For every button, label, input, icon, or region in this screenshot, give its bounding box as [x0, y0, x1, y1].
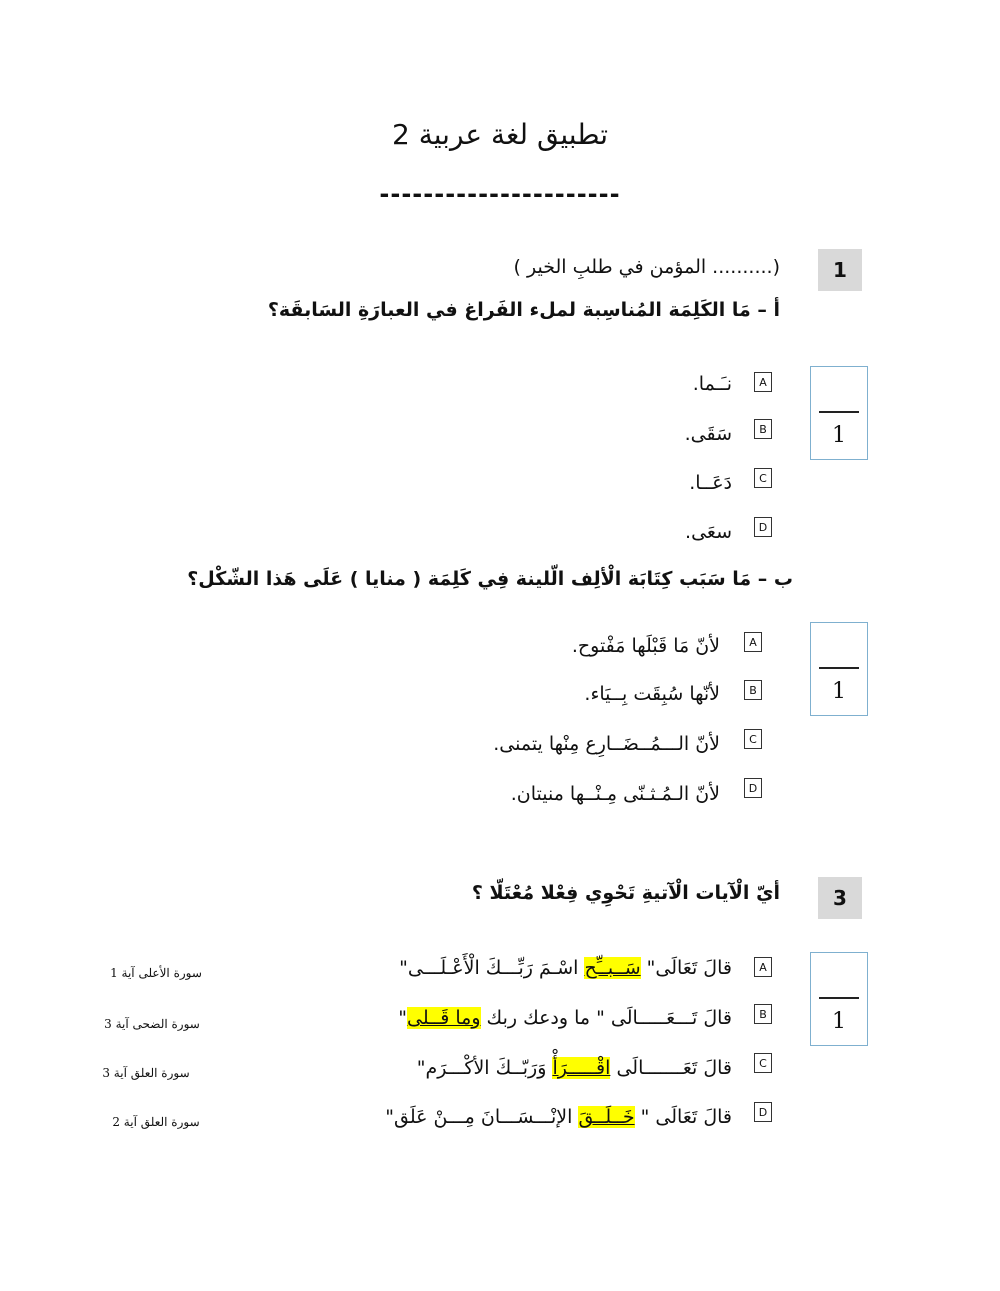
- option-c-box[interactable]: C: [744, 729, 762, 749]
- score-line: [819, 997, 859, 999]
- score-box-3: [810, 952, 868, 1046]
- verse-reference: سورة العلق آية 3: [102, 1066, 190, 1080]
- score-value: 1: [832, 1009, 846, 1034]
- highlighted-verb: سَــبــِّح: [584, 957, 641, 979]
- verse-reference: سورة العلق آية 2: [112, 1115, 200, 1129]
- option-d-box[interactable]: D: [754, 1102, 772, 1122]
- question-1-stem: (.......... المؤمن في طلبِ الخير ): [513, 256, 780, 278]
- option-c-text: لأنّ الـــمُــضَــارِع مِنْها يتمنى.: [493, 733, 720, 755]
- question-3-text: أيّ الْآيات الْآتيةِ تَحْوِي فِعْلا مُعْتَلّا ؟: [471, 882, 780, 904]
- question-1a-text: أ – مَا الكَلِمَة المُناسِبة لملء الفَراغ في العبارَةِ السَابقَة؟: [267, 299, 780, 321]
- option-d-text: سعَى.: [685, 521, 732, 543]
- highlighted-verb: اقْـــــرَأْ: [552, 1057, 611, 1079]
- page-title: تطبيق لغة عربية 2: [391, 118, 608, 151]
- title-separator: ----------------------: [379, 180, 621, 208]
- highlighted-verb: خَــلَــقَ: [578, 1106, 635, 1128]
- question-1b-text: ب – مَا سَبَب كِتَابَة الْألِف الّلينة فِي كَلِمَة ( منايا ) عَلَى هَذا الشّكْل؟: [187, 568, 793, 590]
- option-d-box[interactable]: D: [744, 778, 762, 798]
- question-number-3: 3: [818, 877, 862, 919]
- option-c-text: قالَ تَعَـــــــالَى اقْـــــرَأْ وَرَبّــكَ الأكْـــرَم": [416, 1057, 732, 1079]
- option-a-box[interactable]: A: [744, 632, 762, 652]
- option-a-text: نـَـما.: [692, 373, 732, 395]
- option-b-text: لأنّها سُبِقَت بِــيَاء.: [584, 683, 720, 705]
- option-b-box[interactable]: B: [744, 680, 762, 700]
- option-b-box[interactable]: B: [754, 1004, 772, 1024]
- verse-reference: سورة الضحى آية 3: [104, 1017, 200, 1031]
- option-c-box[interactable]: C: [754, 468, 772, 488]
- option-c-text: دَعَــا.: [689, 472, 732, 494]
- score-box-1b: [810, 622, 868, 716]
- option-b-text: قالَ تَـــعَـــــالَى " ما ودعك ربك وما قَــلى": [398, 1007, 732, 1029]
- score-value: 1: [832, 423, 846, 448]
- score-box-1a: [810, 366, 868, 460]
- option-b-text: سَقَى.: [684, 423, 732, 445]
- option-d-box[interactable]: D: [754, 517, 772, 537]
- score-line: [819, 667, 859, 669]
- option-b-box[interactable]: B: [754, 419, 772, 439]
- option-a-box[interactable]: A: [754, 957, 772, 977]
- option-a-text: قالَ تَعَالَى" سَــبــِّح اسْـمَ رَبِّـــكَ الْأَعْـلَـــى": [399, 957, 732, 979]
- question-number-1: 1: [818, 249, 862, 291]
- option-d-text: قالَ تَعَالَى " خَــلَــقَ الإنْـــسَـــانَ مِـــنْ عَلَق": [385, 1106, 732, 1128]
- verse-reference: سورة الأعلى آية 1: [110, 966, 202, 980]
- highlighted-verb: وما قَــلى: [406, 1007, 481, 1029]
- option-c-box[interactable]: C: [754, 1053, 772, 1073]
- score-value: 1: [832, 679, 846, 704]
- option-a-box[interactable]: A: [754, 372, 772, 392]
- score-line: [819, 411, 859, 413]
- option-a-text: لأنّ مَا قَبْلَها مَفْتوح.: [571, 635, 720, 657]
- option-d-text: لأنّ الـمُـثـنّى مِـنْــها منيتان.: [510, 783, 720, 805]
